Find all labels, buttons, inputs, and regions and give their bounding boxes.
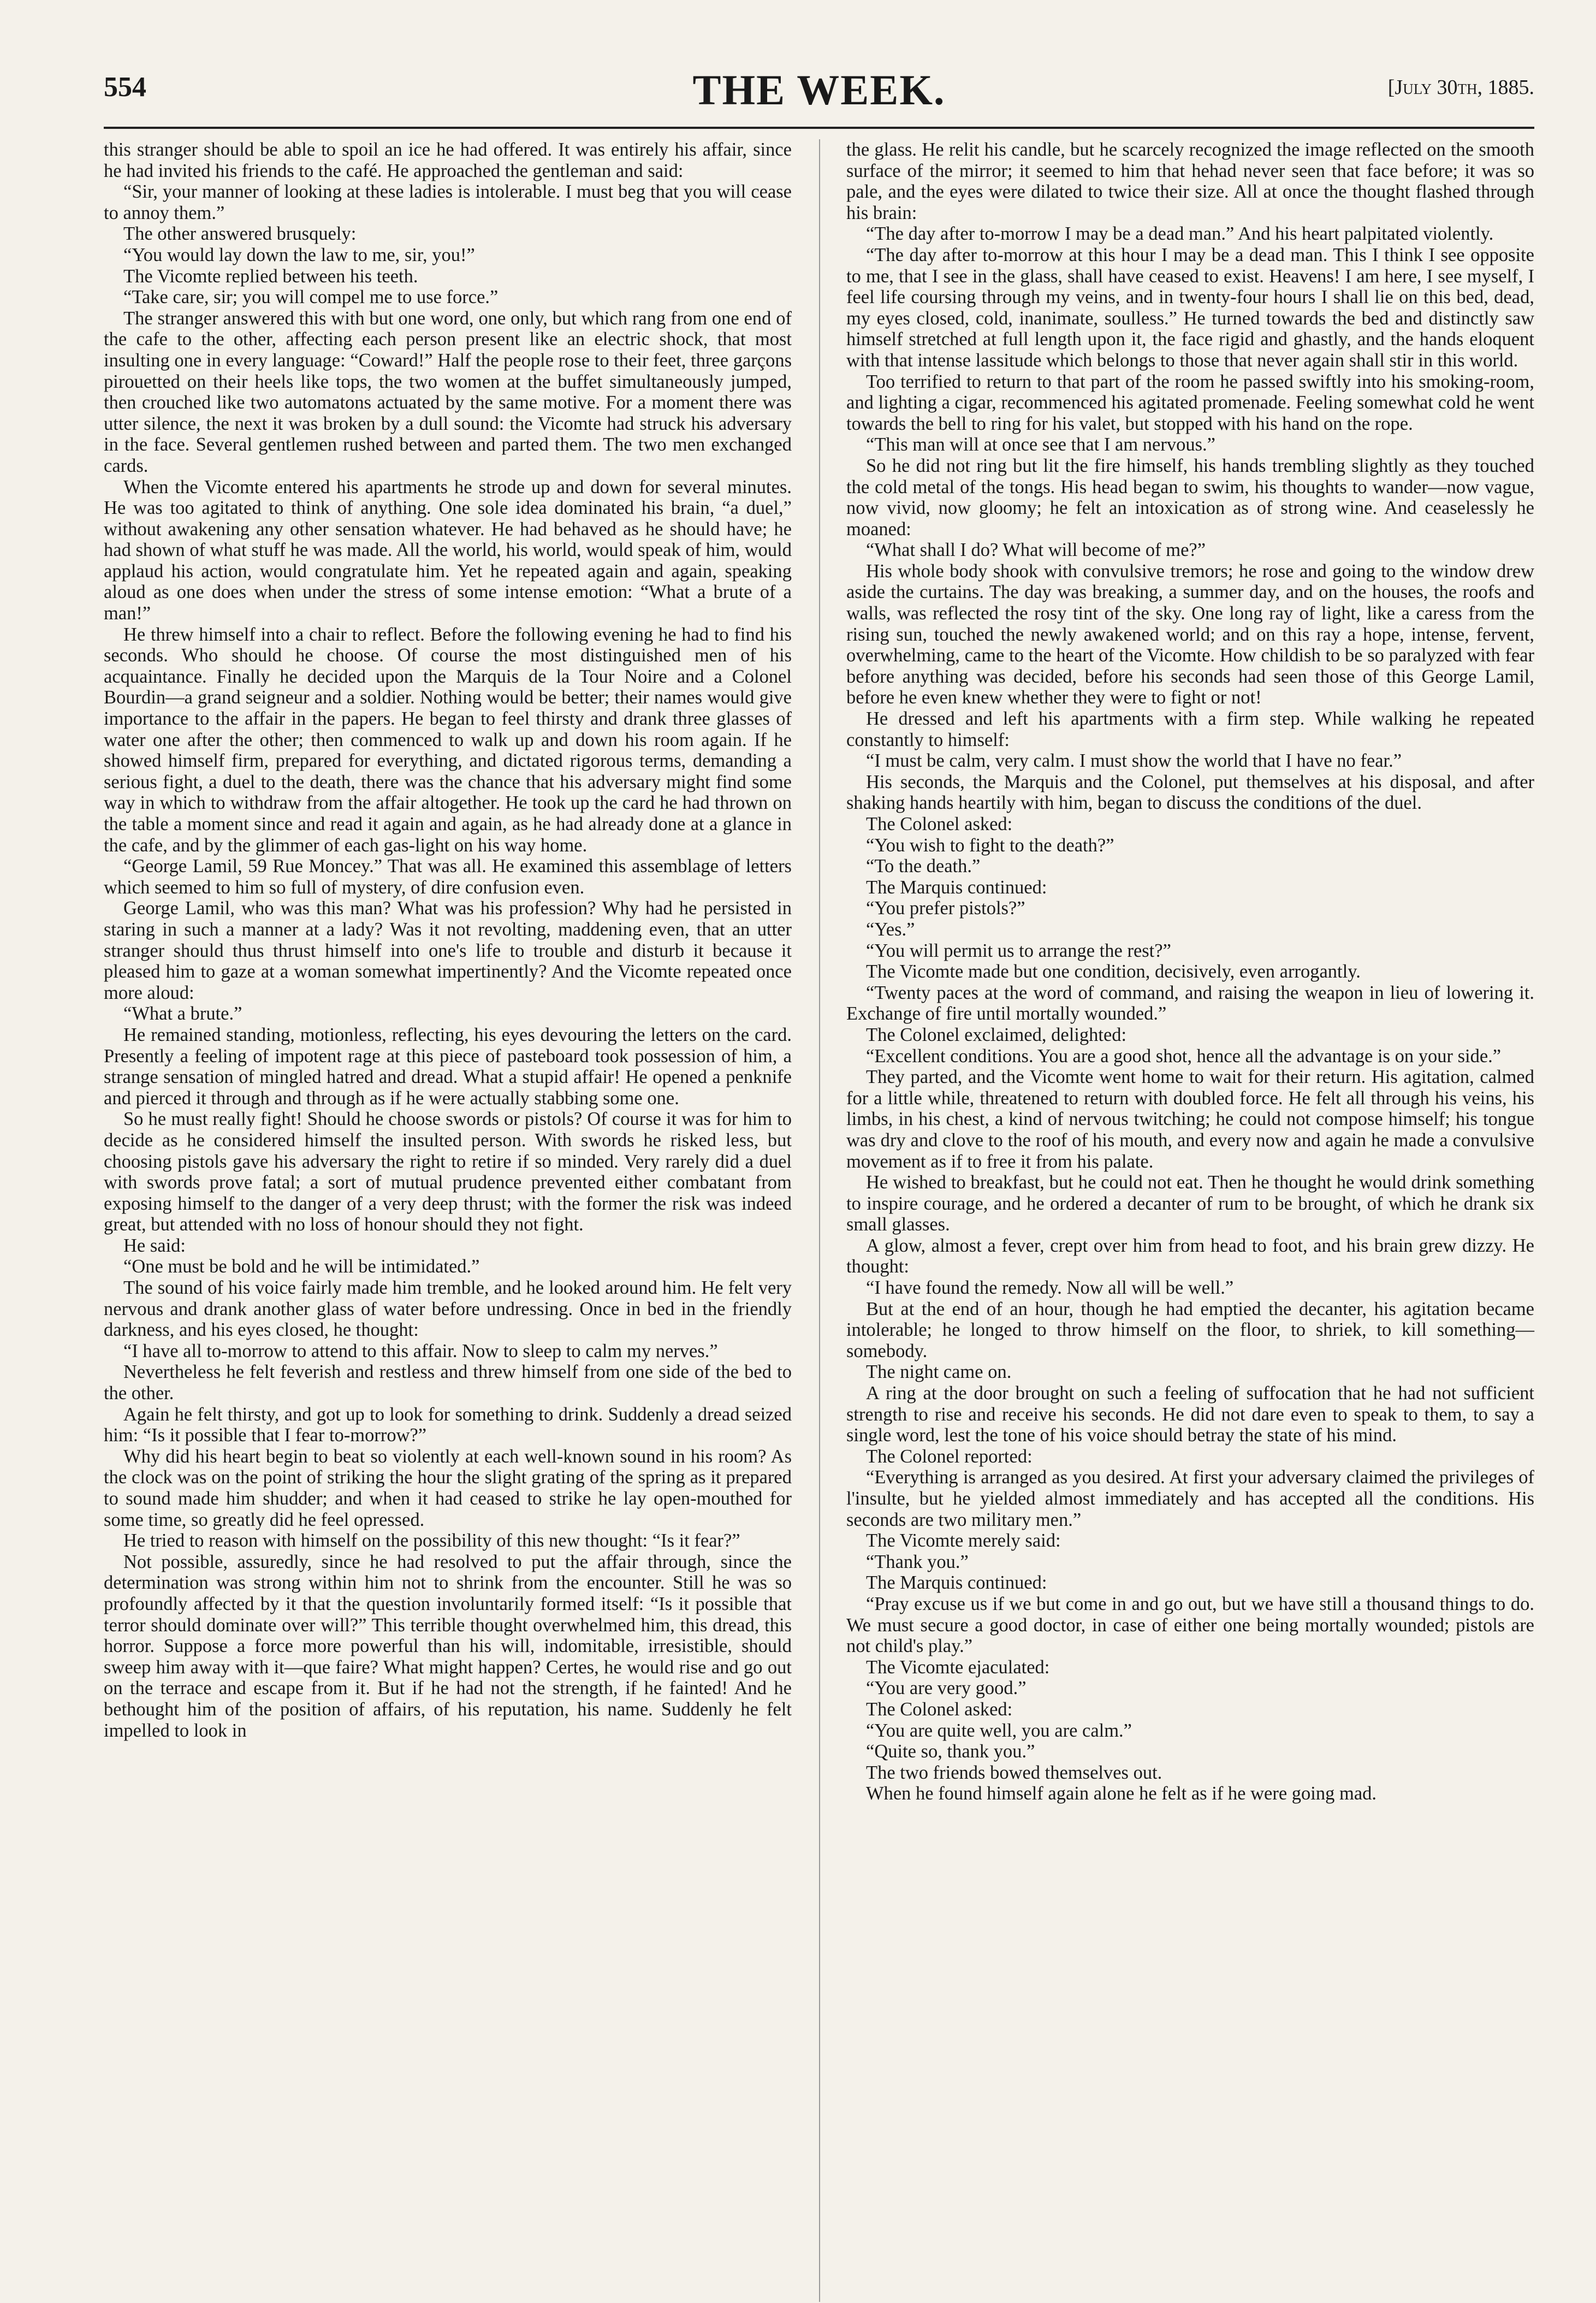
paragraph: But at the end of an hour, though he had emptied the decanter, his agitation became intolerable; he longed to throw himself on the floor, to shriek, to kill something—somebody. bbox=[846, 1298, 1534, 1361]
paragraph: “This man will at once see that I am nervous.” bbox=[866, 434, 1215, 455]
paragraph: “Yes.” bbox=[866, 919, 915, 940]
page-header bbox=[104, 66, 1534, 131]
paragraph: “You prefer pistols?” bbox=[866, 898, 1025, 919]
paragraph: “You would lay down the law to me, sir, you!” bbox=[123, 244, 475, 265]
paragraph: “The day after to-morrow at this hour I may be a dead man. This I think I see opposite to me, that I see in the glass, shall have ceased to exist. Heavens! I am here, I see myself, I feel life coursing through my veins, and in twenty-four hours I shall lie on this bed, dead, my eyes closed, cold, inanimate, soulless.” He turned towards the bed and distinctly saw himself stretched at full length upon it, the face rigid and ghastly, and the hands eloquent with that intense lassitude which belongs to those that never again shall stir in this world. bbox=[846, 244, 1534, 371]
paragraph: “Twenty paces at the word of command, and raising the weapon in lieu of lowering it. Exchange of fire until mortally wounded.” bbox=[846, 982, 1534, 1025]
paragraph: “You will permit us to arrange the rest?” bbox=[866, 940, 1171, 961]
paragraph: The Vicomte merely said: bbox=[866, 1530, 1061, 1552]
paragraph: The Marquis continued: bbox=[866, 1572, 1047, 1594]
newspaper-page bbox=[104, 66, 1534, 2272]
paragraph: The stranger answered this with but one word, one only, but which rang from one end of the cafe to the other, affecting each person present like an electric shock, that most insulting one in every language: “Coward!” Half the people rose to their feet, three garçons pirouetted on their heels like tops, the two women at the buffet simultaneously jumped, then crouched like two automatons actuated by the same motive. For a moment there was utter silence, the next it was broken by a dull sound: the Vicomte had struck his adversary in the face. Several gentlemen rushed between and parted them. The two men exchanged cards. bbox=[104, 307, 792, 476]
paragraph: “Excellent conditions. You are a good shot, hence all the advantage is on your side.” bbox=[866, 1045, 1502, 1067]
paragraph: The Colonel exclaimed, delighted: bbox=[866, 1024, 1127, 1045]
paragraph: “I have found the remedy. Now all will be well.” bbox=[866, 1277, 1234, 1299]
paragraph: “You are very good.” bbox=[866, 1678, 1027, 1699]
paragraph: Not possible, assuredly, since he had resolved to put the affair through, since the determination was strong within him not to shrink from the encounter. Still he was so profoundly affected by it that the question involuntarily formed itself: “Is it possible that terror should dominate over will?” This terrible thought overwhelmed him, this dread, this horror. Suppose a force more powerful than his will, indomitable, irresistible, should sweep him away with it—que faire? What might happen? Certes, he would rise and go out on the terrace and escape from it. But if he had not the strength, if he fainted! And he bethought him of the position of affairs, of his reputation, his name. Suddenly he felt impelled to look in bbox=[104, 1551, 792, 1741]
paragraph: He remained standing, motionless, reflecting, his eyes devouring the letters on the card. Presently a feeling of impotent rage at this piece of pasteboard took possession of him, a strange sensation of mingled hatred and dread. What a stupid affair! He opened a penknife and pierced it through and through as if he were actually stabbing some one. bbox=[104, 1024, 792, 1109]
paragraph: The Colonel reported: bbox=[866, 1446, 1033, 1467]
paragraph: “Everything is arranged as you desired. At first your adversary claimed the privileges of l'insulte, but he yielded almost immediately and has accepted all the conditions. His seconds are two military men.” bbox=[846, 1467, 1534, 1530]
paragraph: The sound of his voice fairly made him tremble, and he looked around him. He felt very nervous and drank another glass of water before undressing. Once in bed in the friendly darkness, and his eyes closed, he thought: bbox=[104, 1277, 792, 1341]
paragraph: He dressed and left his apartments with a firm step. While walking he repeated constantly to himself: bbox=[846, 708, 1534, 750]
paragraph: His whole body shook with convulsive tremors; he rose and going to the window drew aside the curtains. The day was breaking, a summer day, and on the houses, the roofs and walls, was reflected the rosy tint of the sky. One long ray of light, like a caress from the rising sun, touched the newly awakened world; and on this ray a hope, intense, fervent, overwhelming, came to the heart of the Vicomte. How childish to be so paralyzed with fear before anything was decided, before his seconds had seen those of this George Lamil, before he even knew whether they were to fight or not! bbox=[846, 560, 1534, 708]
column-divider bbox=[819, 139, 820, 2302]
paragraph: “You wish to fight to the death?” bbox=[866, 834, 1114, 856]
paragraph: The Marquis continued: bbox=[866, 877, 1047, 898]
paragraph: “I have all to-morrow to attend to this affair. Now to sleep to calm my nerves.” bbox=[123, 1340, 718, 1361]
header-rule bbox=[104, 127, 1534, 129]
paragraph: “To the death.” bbox=[866, 856, 981, 877]
paragraph: A glow, almost a fever, crept over him from head to foot, and his brain grew dizzy. He thought: bbox=[846, 1235, 1534, 1277]
issue-date: [July 30th, 1885. bbox=[1387, 76, 1534, 99]
paragraph: “What shall I do? What will become of me?” bbox=[866, 540, 1206, 561]
article-columns bbox=[104, 139, 1534, 2272]
paragraph: the glass. He relit his candle, but he scarcely recognized the image reflected on the smooth surface of the mirror; it seemed to him that hehad never seen that face before; it was so pale, and the eyes were dilated to twice their size. All at once the thought flashed through his brain: bbox=[846, 139, 1534, 223]
paragraph: “You are quite well, you are calm.” bbox=[866, 1720, 1132, 1741]
paragraph: “Take care, sir; you will compel me to use force.” bbox=[123, 287, 499, 308]
masthead-title: THE WEEK. bbox=[692, 66, 946, 114]
paragraph: Too terrified to return to that part of the room he passed swiftly into his smoking-room, and lighting a cigar, recommenced his agitated promenade. Feeling somewhat cold he went towards the bell to ring for his valet, but stopped with his hand on the rope. bbox=[846, 371, 1534, 434]
paragraph: Why did his heart begin to beat so violently at each well-known sound in his room? As the clock was on the point of striking the hour the slight grating of the spring as it prepared to sound made him shudder; and when it had ceased to strike he lay open-mouthed for some time, so greatly did he feel opressed. bbox=[104, 1446, 792, 1530]
paragraph: His seconds, the Marquis and the Colonel, put themselves at his disposal, and after shaking hands heartily with him, began to discuss the conditions of the duel. bbox=[846, 771, 1534, 814]
paragraph: this stranger should be able to spoil an ice he had offered. It was entirely his affair, since he had invited his friends to the café. He approached the gentleman and said: bbox=[104, 139, 792, 181]
paragraph: He tried to reason with himself on the possibility of this new thought: “Is it fear?” bbox=[123, 1530, 740, 1552]
paragraph: “I must be calm, very calm. I must show the world that I have no fear.” bbox=[866, 750, 1402, 772]
paragraph: He said: bbox=[123, 1235, 186, 1256]
paragraph: Again he felt thirsty, and got up to look for something to drink. Suddenly a dread seized him: “Is it possible that I fear to-morrow?” bbox=[104, 1404, 792, 1446]
paragraph: A ring at the door brought on such a feeling of suffocation that he had not sufficient strength to rise and receive his seconds. He did not dare even to speak to them, to say a single word, lest the tone of his voice should betray the state of his mind. bbox=[846, 1383, 1534, 1446]
paragraph: The Vicomte made but one condition, decisively, even arrogantly. bbox=[866, 961, 1361, 982]
paragraph: “George Lamil, 59 Rue Moncey.” That was all. He examined this assemblage of letters which seemed to him so full of mystery, of dire confusion even. bbox=[104, 856, 792, 898]
right-column bbox=[846, 139, 1534, 1804]
paragraph: The Colonel asked: bbox=[866, 814, 1013, 834]
paragraph: The other answered brusquely: bbox=[123, 223, 357, 245]
paragraph: The Vicomte ejaculated: bbox=[866, 1656, 1050, 1678]
paragraph: The Colonel asked: bbox=[866, 1698, 1013, 1720]
paragraph: When the Vicomte entered his apartments he strode up and down for several minutes. He was too agitated to think of anything. One sole idea dominated his brain, “a duel,” without awakening any other sensation whatever. He had behaved as he should have; he had shown of what stuff he was made. All the world, his world, would speak of him, would applaud his action, would congratulate him. Yet he repeated again and again, speaking aloud as one does when under the stress of some intense emotion: “What a brute of a man!” bbox=[104, 476, 792, 624]
left-column bbox=[104, 139, 792, 1741]
page-number: 554 bbox=[104, 72, 146, 103]
paragraph: “Thank you.” bbox=[866, 1551, 969, 1572]
paragraph: The two friends bowed themselves out. bbox=[866, 1762, 1162, 1783]
paragraph: The Vicomte replied between his teeth. bbox=[123, 265, 418, 287]
paragraph: The night came on. bbox=[866, 1361, 1012, 1383]
paragraph: “Quite so, thank you.” bbox=[866, 1741, 1035, 1762]
paragraph: When he found himself again alone he felt as if he were going mad. bbox=[866, 1783, 1377, 1804]
paragraph: Nevertheless he felt feverish and restless and threw himself from one side of the bed to the other. bbox=[104, 1361, 792, 1404]
paragraph: “What a brute.” bbox=[123, 1003, 242, 1025]
paragraph: He wished to breakfast, but he could not eat. Then he thought he would drink something to inspire courage, and he ordered a decanter of rum to be brought, of which he drank six small glasses. bbox=[846, 1172, 1534, 1235]
paragraph: So he must really fight! Should he choose swords or pistols? Of course it was for him to decide as he considered himself the insulted person. With swords he risked less, but choosing pistols gave his adversary the right to retire if so minded. Very rarely did a duel with swords prove fatal; a sort of mutual prudence prevented either combatant from exposing himself to the danger of a very deep thrust; with the former the risk was indeed great, but attended with no loss of honour should they not fight. bbox=[104, 1109, 792, 1235]
paragraph: “The day after to-morrow I may be a dead man.” And his heart palpitated violently. bbox=[866, 223, 1494, 245]
paragraph: So he did not ring but lit the fire himself, his hands trembling slightly as they touched the cold metal of the tongs. His head began to swim, his thoughts to wander—now vague, now vivid, now gloomy; he felt an intoxication as of strong wine. And ceaselessly he moaned: bbox=[846, 455, 1534, 540]
paragraph: “Pray excuse us if we but come in and go out, but we have still a thousand things to do. We must secure a good doctor, in case of either one being mortally wounded; pistols are not child's play.” bbox=[846, 1593, 1534, 1657]
paragraph: “One must be bold and he will be intimidated.” bbox=[123, 1256, 480, 1277]
paragraph: George Lamil, who was this man? What was his profession? Why had he persisted in staring in such a manner at a lady? Was it not revolting, maddening even, that an utter stranger should thus thrust himself into one's life to trouble and disturb it because it pleased him to gaze at a woman somewhat impertinently? And the Vicomte repeated once more aloud: bbox=[104, 898, 792, 1003]
paragraph: He threw himself into a chair to reflect. Before the following evening he had to find his seconds. Who should he choose. Of course the most distinguished men of his acquaintance. Finally he decided upon the Marquis de la Tour Noire and a Colonel Bourdin—a grand seigneur and a soldier. Nothing would be better; their names would give importance to the affair in the papers. He began to feel thirsty and drank three glasses of water one after the other; then commenced to walk up and down his room again. If he showed himself firm, prepared for everything, and dictated rigorous terms, demanding a serious fight, a duel to the death, there was the chance that his adversary might find some way in which to withdraw from the affair altogether. He took up the card he had thrown on the table a moment since and read it again and again, as he had already done at a glance in the cafe, and by the glimmer of each gas-light on his way home. bbox=[104, 624, 792, 856]
paragraph: They parted, and the Vicomte went home to wait for their return. His agitation, calmed for a little while, threatened to return with doubled force. He felt all through his veins, his limbs, in his chest, a kind of nervous twitching; he could not compose himself; his tongue was dry and clove to the roof of his mouth, and every now and again he made a convulsive movement as if to free it from his palate. bbox=[846, 1067, 1534, 1172]
paragraph: “Sir, your manner of looking at these ladies is intolerable. I must beg that you will cease to annoy them.” bbox=[104, 181, 792, 223]
